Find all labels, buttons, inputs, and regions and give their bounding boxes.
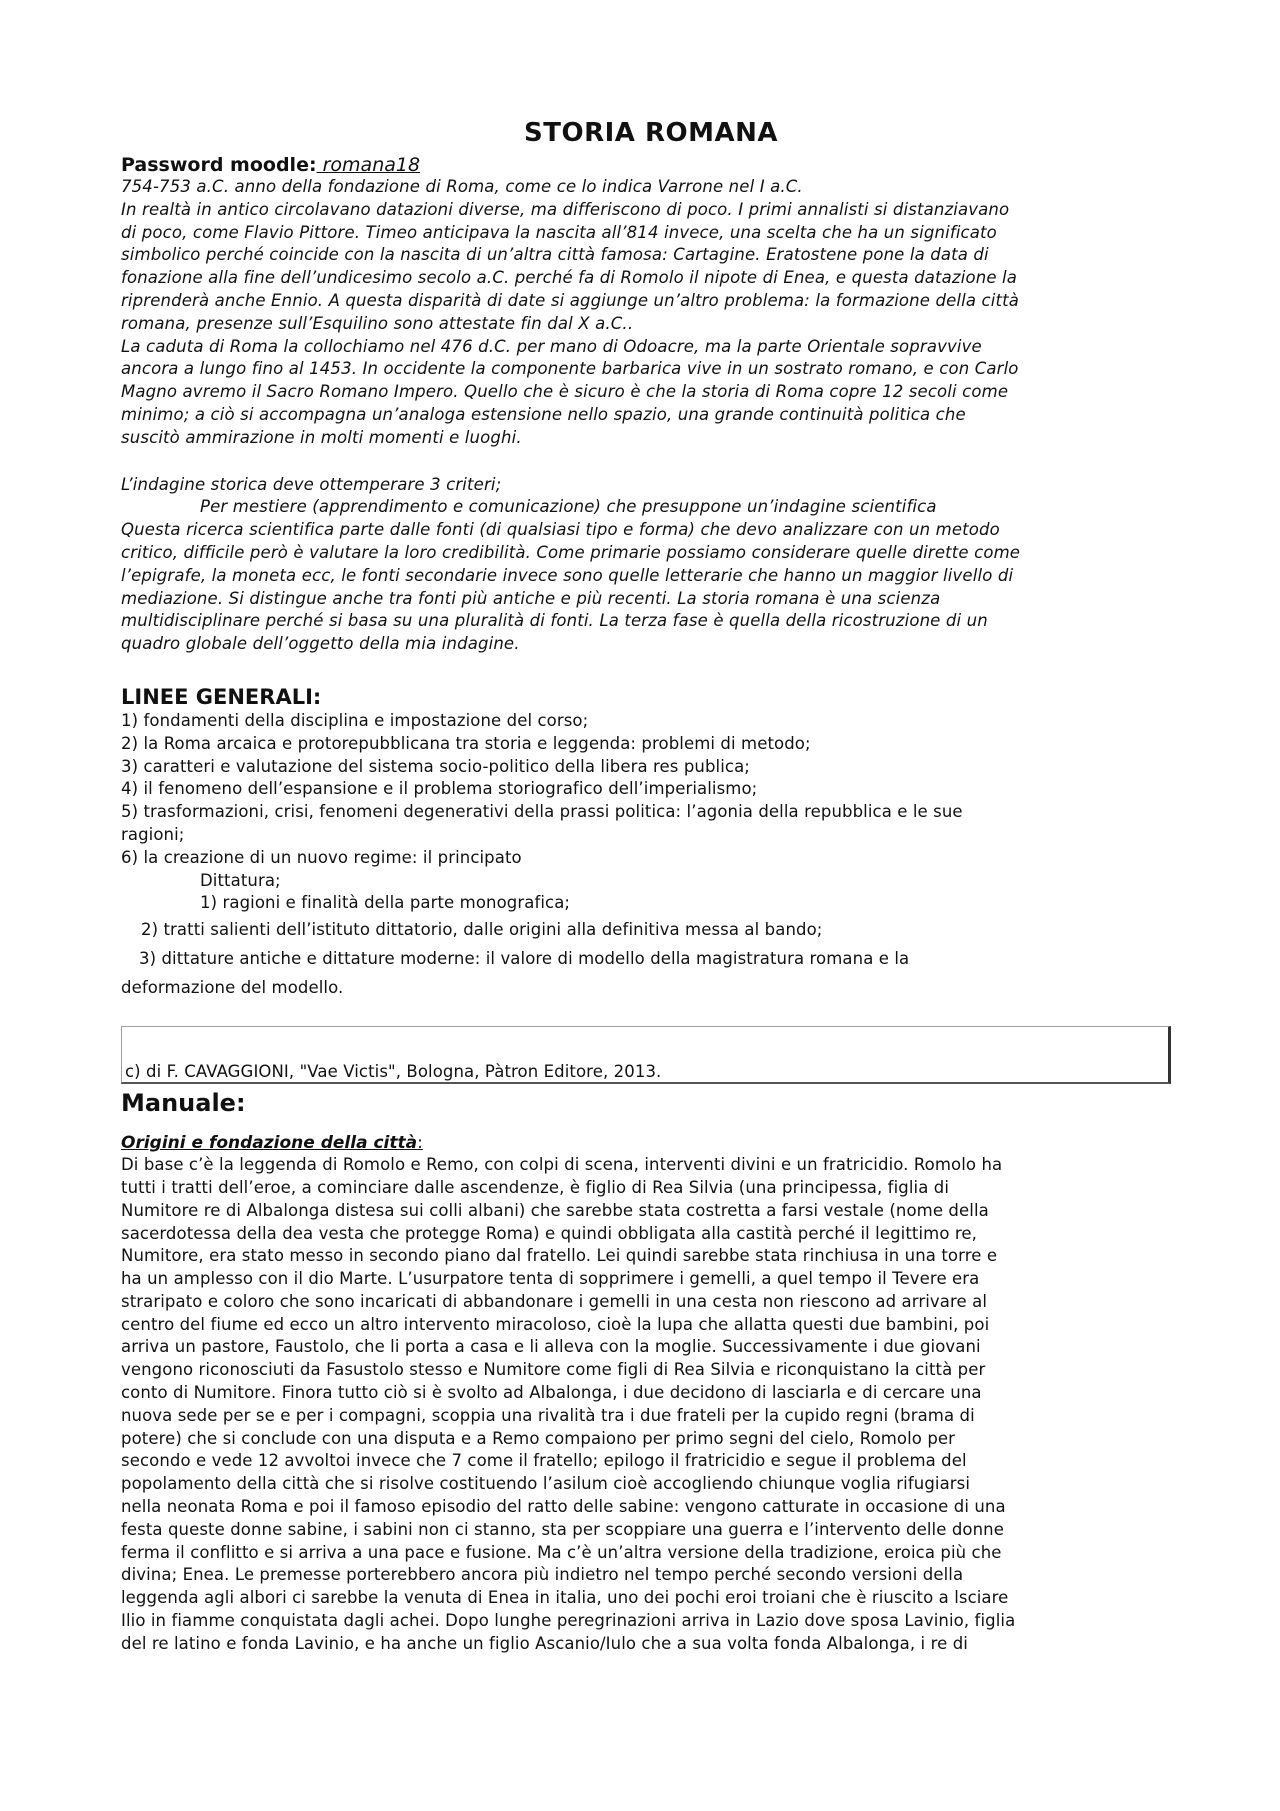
text-line: tutti i tratti dell’eroe, a cominciare dalle ascendenze, è figlio di Rea Silvia (una principessa, figlia di xyxy=(121,1177,950,1197)
text-line: conto di Numitore. Finora tutto ciò si è svolto ad Albalonga, i due decidono di lasciarla e di cercare una xyxy=(121,1383,982,1403)
citation-box xyxy=(121,1026,1171,1086)
text-line: ha un amplesso con il dio Marte. L’usurpatore tenta di sopprimere i gemelli, a quel tempo il Tevere era xyxy=(121,1269,980,1289)
text-line: Ilio in fiamme conquistata dagli achei. Dopo lunghe peregrinazioni arriva in Lazio dove sposa Lavinio, figlia xyxy=(121,1611,1016,1631)
password-value: romana18 xyxy=(316,154,421,176)
dittatura-item: 2) tratti salienti dell’istituto dittatorio, dalle origini alla definitiva messa al bando; xyxy=(141,920,823,940)
text-line: leggenda agli albori ci sarebbe la venuta di Enea in italia, uno dei pochi eroi troiani che è riuscito a lsciare xyxy=(121,1588,1009,1608)
list-item: ragioni; xyxy=(121,824,185,844)
list-item: 1) fondamenti della disciplina e impostazione del corso; xyxy=(121,710,589,730)
indagine-criterio: Per mestiere (apprendimento e comunicazione) che presuppone un’indagine scientifica xyxy=(200,497,937,517)
text-line: nuova sede per se e per i compagni, scoppia una rivalità tra i due frateli per la cupido regni (brama di xyxy=(121,1405,975,1425)
section-heading: LINEE GENERALI: xyxy=(121,684,322,709)
text-line: Questa ricerca scientifica parte dalle fonti (di qualsiasi tipo e forma) che devo analizzare con un metodo xyxy=(121,520,1000,540)
text-line: Di base c’è la leggenda di Romolo e Remo, con colpi di scena, interventi divini e un fratricidio. Romolo ha xyxy=(121,1155,1003,1175)
text-line: l’epigrafe, la moneta ecc, le fonti secondarie invece sono quelle letterarie che hanno un maggior livello di xyxy=(121,565,1014,585)
text-line: arriva un pastore, Faustolo, che li porta a casa e li alleva con la moglie. Successivamente i due giovani xyxy=(121,1337,981,1357)
document-page xyxy=(121,118,1171,1656)
text-line: secondo e vede 12 avvoltoi invece che 7 come il fratello; epilogo il fratricidio e segue il problema del xyxy=(121,1451,967,1471)
text-line: ferma il conflitto e si arriva a una pace e fusione. Ma c’è un’altra versione della tradizione, eroica più che xyxy=(121,1542,1002,1562)
text-line: centro del fiume ed ecco un altro intervento miracoloso, cioè la lupa che allatta questi due bambini, poi xyxy=(121,1314,990,1334)
list-item: 2) la Roma arcaica e protorepubblicana tra storia e leggenda: problemi di metodo; xyxy=(121,733,811,753)
text-line: critico, difficile però è valutare la loro credibilità. Come primarie possiamo considerare quelle dirette come xyxy=(121,542,1021,562)
text-line: romana, presenze sull’Esquilino sono attestate fin dal X a.C.. xyxy=(121,313,634,333)
text-line: fonazione alla fine dell’undicesimo secolo a.C. perché fa di Romolo il nipote di Enea, e questa datazione la xyxy=(121,268,1018,288)
indagine-section xyxy=(121,474,1171,656)
text-line: minimo; a ciò si accompagna un’analoga estensione nello spazio, una grande continuità politica che xyxy=(121,404,966,424)
dittatura-item: deformazione del modello. xyxy=(121,978,344,998)
subheading-colon: : xyxy=(417,1133,423,1154)
text-line: straripato e coloro che sono incaricati di abbandonare i gemelli in una cesta non riescono ad arrivare al xyxy=(121,1291,988,1311)
text-line: La caduta di Roma la collochiamo nel 476 d.C. per mano di Odoacre, ma la parte Orientale sopravvive xyxy=(121,336,982,356)
list-item: 3) caratteri e valutazione del sistema socio-politico della libera res publica; xyxy=(121,756,750,776)
text-line: In realtà in antico circolavano datazioni diverse, ma differiscono di poco. I primi annalisti si distanziavano xyxy=(121,199,1010,219)
text-line: di poco, come Flavio Pittore. Timeo anticipava la nascita all’814 invece, una scelta che ha un significato xyxy=(121,222,997,242)
text-line: suscitò ammirazione in molti momenti e luoghi. xyxy=(121,427,522,447)
text-line: festa queste donne sabine, i sabini non ci stanno, sta per scoppiare una guerra e l’intervento delle donne xyxy=(121,1519,1004,1539)
indagine-heading: L’indagine storica deve ottemperare 3 criteri; xyxy=(121,474,502,494)
text-line: popolamento della città che si risolve costituendo l’asilum cioè accogliendo chiunque voglia rifugiarsi xyxy=(121,1474,971,1494)
manuale-subheading: Origini e fondazione della città xyxy=(121,1133,418,1154)
text-line: riprenderà anche Ennio. A questa disparità di date si aggiunge un’altro problema: la formazione della città xyxy=(121,290,1019,310)
text-line: nella neonata Roma e poi il famoso episodio del ratto delle sabine: vengono catturate in occasione di una xyxy=(121,1497,1006,1517)
text-line: quadro globale dell’oggetto della mia indagine. xyxy=(121,634,520,654)
text-line: vengono riconosciuti da Fasustolo stesso e Numitore come figli di Rea Silvia e riconquistano la città per xyxy=(121,1360,986,1380)
list-item: 6) la creazione di un nuovo regime: il principato xyxy=(121,847,522,867)
intro-paragraph xyxy=(121,176,1171,450)
password-label: Password moodle: xyxy=(121,154,317,176)
text-line: Numitore, era stato messo in secondo piano dal fratello. Lei quindi sarebbe stata rinchiusa in una torre e xyxy=(121,1246,998,1266)
citation-text: c) di F. CAVAGGIONI, "Vae Victis", Bologna, Pàtron Editore, 2013. xyxy=(125,1062,662,1082)
text-line: potere) che si conclude con una disputa e a Remo compaiono per primo segni del cielo, Romolo per xyxy=(121,1428,956,1448)
password-line xyxy=(121,154,1171,176)
list-item: 4) il fenomeno dell’espansione e il problema storiografico dell’imperialismo; xyxy=(121,779,758,799)
dittatura-label: Dittatura; xyxy=(200,870,281,890)
dittatura-item: 1) ragioni e finalità della parte monografica; xyxy=(200,893,571,913)
manuale-heading: Manuale: xyxy=(121,1089,246,1118)
text-line: 754-753 a.C. anno della fondazione di Roma, come ce lo indica Varrone nel I a.C. xyxy=(121,177,803,196)
text-line: ancora a lungo fino al 1453. In occidente la componente barbarica vive in un sostrato romano, e con Carlo xyxy=(121,359,1019,379)
text-line: divina; Enea. Le premesse porterebbero ancora più indietro nel tempo perché secondo versioni della xyxy=(121,1565,964,1585)
linee-generali-section xyxy=(121,684,1171,1002)
text-line: del re latino e fonda Lavinio, e ha anche un figlio Ascanio/Iulo che a sua volta fonda Albalonga, i re di xyxy=(121,1633,968,1653)
text-line: Magno avremo il Sacro Romano Impero. Quello che è sicuro è che la storia di Roma copre 12 secoli come xyxy=(121,382,1009,402)
text-line: sacerdotessa della dea vesta che protegge Roma) e quindi obbligata alla castità perché il legittimo re, xyxy=(121,1223,978,1243)
manuale-body xyxy=(121,1154,1171,1656)
page-title: STORIA ROMANA xyxy=(524,118,778,148)
dittatura-item: 3) dittature antiche e dittature moderne: il valore di modello della magistratura romana e la xyxy=(139,949,910,969)
text-line: multidisciplinare perché si basa su una pluralità di fonti. La terza fase è quella della ricostruzione di un xyxy=(121,611,988,631)
text-line: Numitore re di Albalonga distesa sui colli albani) che sarebbe stata costretta a farsi vestale (nome della xyxy=(121,1200,989,1220)
list-item: 5) trasformazioni, crisi, fenomeni degenerativi della prassi politica: l’agonia della repubblica e le sue xyxy=(121,802,963,822)
text-line: mediazione. Si distingue anche tra fonti più antiche e più recenti. La storia romana è una scienza xyxy=(121,588,941,608)
manuale-subheading-line xyxy=(121,1132,1171,1154)
text-line: simbolico perché coincide con la nascita di un’altra città famosa: Cartagine. Eratostene pone la data di xyxy=(121,245,989,265)
